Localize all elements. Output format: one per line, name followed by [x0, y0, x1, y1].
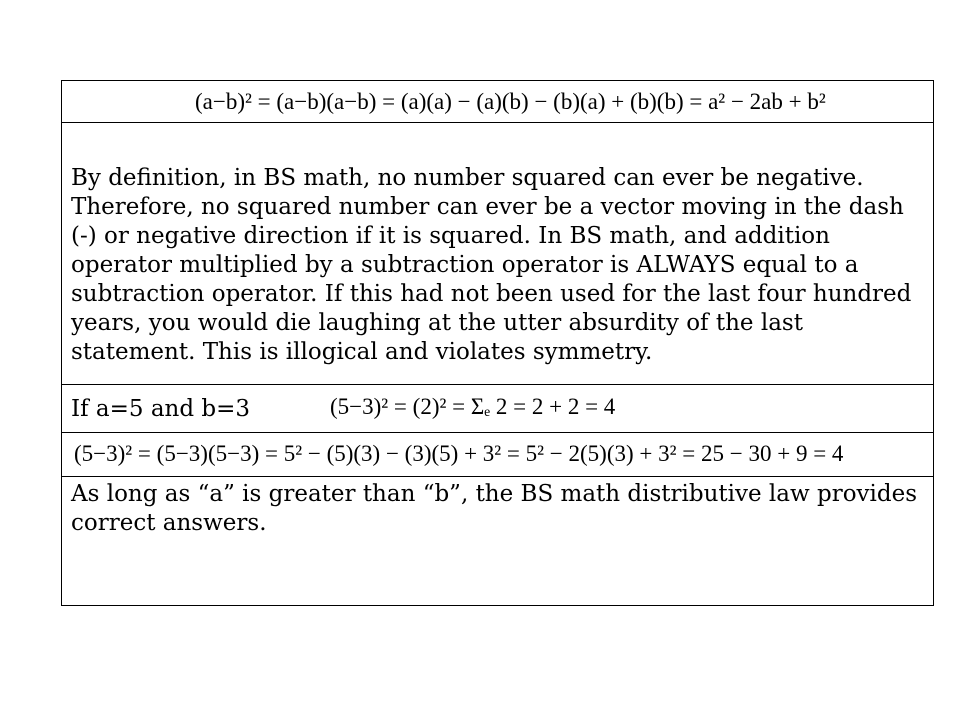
numeric-expansion-equation: (5−3)² = (5−3)(5−3) = 5² − (5)(3) − (3)(5) + 3² = 5² − 2(5)(3) + 3² = 25 − 30 + 9 = 4 [74, 441, 844, 466]
conclusion-paragraph: As long as “a” is greater than “b”, the BS math distributive law provides correct answers. [71, 481, 918, 536]
example-label: If a=5 and b=3 [71, 396, 251, 422]
table-row [62, 477, 933, 605]
table-row [62, 123, 933, 385]
definition-paragraph: By definition, in BS math, no number squared can ever be negative. Therefore, no squared number can ever be a vector moving in the dash (-) or negative direction if it is squared. In BS math, and addition operator multiplied by a subtraction operator is ALWAYS equal to a subtraction operator. If this had not been used for the last four hundred years, you would die laughing at the utter absurdity of the last statement. This is illogical and violates symmetry. [71, 165, 912, 365]
table-row [62, 81, 933, 123]
example-equation: (5−3)² = (2)² = Σₑ 2 = 2 + 2 = 4 [330, 394, 616, 419]
table-row [62, 385, 933, 433]
math-table [61, 80, 934, 606]
table-row [62, 433, 933, 477]
distributive-equation: (a−b)² = (a−b)(a−b) = (a)(a) − (a)(b) − (b)(a) + (b)(b) = a² − 2ab + b² [195, 89, 826, 114]
